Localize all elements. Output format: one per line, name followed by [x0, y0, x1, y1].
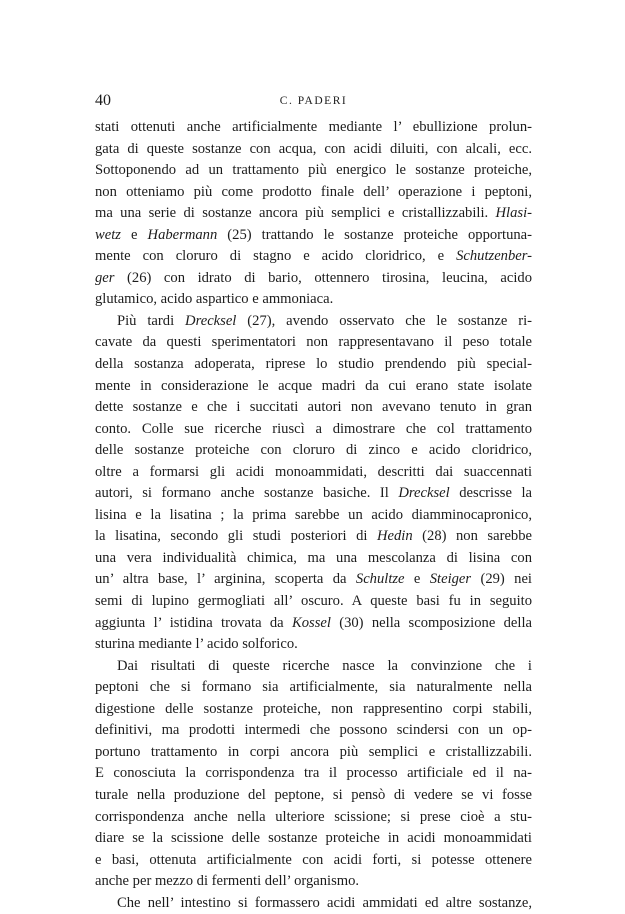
- text-segment: Più tardi: [117, 312, 186, 329]
- text-segment: dette sostanze e che i succitati autori non avevano tenuto in gran: [95, 399, 532, 416]
- text-segment: lisina e la lisatina ; la prima sarebbe un acido diamminocapronico,: [95, 506, 532, 523]
- text-line: [95, 246, 532, 268]
- text-line: [95, 785, 532, 807]
- text-segment: corrispondenza anche nella ulteriore scissione; si prese cioè a stu-: [95, 808, 532, 825]
- text-line: [95, 526, 532, 548]
- text-segment: Dai risultati di queste ricerche nasce la convinzione che i: [117, 657, 532, 674]
- text-line: [95, 720, 532, 742]
- text-line: [95, 440, 532, 462]
- page-number: 40: [95, 92, 111, 109]
- italic-segment: Habermann: [147, 226, 218, 243]
- text-segment: glutamico, acido aspartico e ammoniaca.: [95, 291, 334, 308]
- text-line: [95, 376, 532, 398]
- text-segment: conto. Colle sue ricerche riuscì a dimostrare che col trattamento: [95, 420, 532, 437]
- text-segment: aggiunta l’ istidina trovata da: [95, 614, 292, 631]
- text-line: [95, 569, 532, 591]
- text-segment: turale nella produzione del peptone, si pensò di vedere se vi fosse: [95, 786, 532, 803]
- text-segment: descrisse la: [449, 485, 532, 502]
- italic-segment: Hedin: [376, 528, 413, 545]
- text-segment: digestione delle sostanze proteiche, non rappresentino corpi stabili,: [95, 700, 532, 717]
- text-segment: Che nell’ intestino si formassero acidi ammidati ed altre sostanze,: [117, 894, 532, 911]
- text-line: [95, 397, 532, 419]
- text-segment: (26) con idrato di bario, ottennero tirosina, leucina, acido: [114, 269, 532, 286]
- text-line: [95, 462, 532, 484]
- italic-segment: Drecksel: [398, 485, 450, 502]
- text-segment: anche per mezzo di fermenti dell’ organismo.: [95, 873, 360, 890]
- text-segment: sturina mediante l’ acido solforico.: [95, 636, 298, 653]
- text-line: [95, 117, 532, 139]
- text-line: [95, 332, 532, 354]
- text-segment: oltre a formarsi gli acidi monoammidati, descritti dai suaccennati: [95, 463, 532, 480]
- text-line: [95, 182, 532, 204]
- text-line: [95, 160, 532, 182]
- text-line: [95, 548, 532, 570]
- italic-segment: Kossel: [291, 614, 331, 631]
- body-text: [95, 117, 532, 914]
- text-line: [95, 354, 532, 376]
- text-segment: diare se la scissione delle sostanze proteiche in acidi monoammidati: [95, 830, 532, 847]
- text-segment: (25) trattando le sostanze proteiche opportuna-: [217, 226, 533, 243]
- text-segment: e basi, ottenuta artificialmente con acidi forti, si potesse ottenere: [95, 851, 532, 868]
- text-segment: delle sostanze proteiche con cloruro di zinco e acido cloridrico,: [95, 442, 532, 459]
- text-line: [95, 656, 532, 678]
- text-line: [95, 591, 532, 613]
- italic-segment: wetz: [95, 226, 121, 243]
- text-segment: un’ altra base, l’ arginina, scoperta da: [95, 571, 356, 588]
- text-line: [95, 742, 532, 764]
- text-segment: semi di lupino germogliati all’ oscuro. A queste basi fu in seguito: [95, 593, 532, 610]
- text-segment: (30) nella scomposizione della: [330, 614, 532, 631]
- text-segment: e: [404, 571, 430, 588]
- text-line: [95, 419, 532, 441]
- italic-segment: Schutzenber-: [456, 248, 532, 265]
- text-segment: (27), avendo osservato che le sostanze ri-: [236, 312, 532, 329]
- italic-segment: Drecksel: [185, 312, 237, 329]
- italic-segment: Schultze: [355, 571, 405, 588]
- text-line: [95, 268, 532, 290]
- text-line: [95, 225, 532, 247]
- text-line: [95, 505, 532, 527]
- text-segment: cavate da questi sperimentatori non rappresentavano il peso totale: [95, 334, 532, 351]
- text-line: [95, 763, 532, 785]
- text-line: [95, 850, 532, 872]
- text-line: [95, 828, 532, 850]
- text-segment: (28) non sarebbe: [412, 528, 532, 545]
- text-segment: E conosciuta la corrispondenza tra il processo artificiale ed il na-: [95, 765, 532, 782]
- italic-segment: ger: [95, 269, 115, 286]
- text-segment: autori, si formano anche sostanze basiche. Il: [95, 485, 399, 502]
- text-line: [95, 634, 532, 656]
- text-segment: gata di queste sostanze con acqua, con acidi diluiti, con alcali, ecc.: [95, 140, 532, 157]
- text-line: [95, 483, 532, 505]
- text-segment: (29) nei: [471, 571, 532, 588]
- text-segment: della sostanza adoperata, riprese lo studio prendendo più special-: [95, 356, 532, 373]
- running-head: C. PADERI: [279, 95, 348, 107]
- text-line: [95, 677, 532, 699]
- text-segment: peptoni che si formano sia artificialmente, sia naturalmente nella: [95, 679, 532, 696]
- text-segment: mente con cloruro di stagno e acido cloridrico, e: [95, 248, 457, 265]
- italic-segment: Steiger: [429, 571, 472, 588]
- text-segment: mente in considerazione le acque madri da cui erano state isolate: [95, 377, 532, 394]
- text-segment: una vera individualità chimica, ma una mescolanza di lisina con: [95, 549, 532, 566]
- text-segment: non otteniamo più come prodotto finale dell’ operazione i peptoni,: [95, 183, 532, 200]
- text-line: [95, 871, 532, 893]
- text-segment: portuno trattamento in corpi ancora più semplici e cristallizzabili.: [95, 743, 532, 760]
- text-line: [95, 311, 532, 333]
- text-segment: definitivi, ma prodotti intermedi che possono scindersi con un op-: [95, 722, 532, 739]
- page-header: [95, 92, 532, 110]
- text-line: [95, 203, 532, 225]
- italic-segment: Hlasi-: [495, 205, 532, 222]
- text-line: [95, 289, 532, 311]
- text-segment: stati ottenuti anche artificialmente mediante l’ ebullizione prolun-: [95, 119, 532, 135]
- text-line: [95, 807, 532, 829]
- text-line: [95, 139, 532, 161]
- text-segment: la lisatina, secondo gli studi posteriori di: [95, 528, 377, 545]
- text-segment: e: [120, 226, 148, 243]
- text-line: [95, 613, 532, 635]
- text-segment: ma una serie di sostanze ancora più semplici e cristallizzabili.: [95, 205, 496, 222]
- text-segment: Sottoponendo ad un trattamento più energico le sostanze proteiche,: [95, 162, 532, 179]
- text-line: [95, 699, 532, 721]
- text-line: [95, 893, 532, 914]
